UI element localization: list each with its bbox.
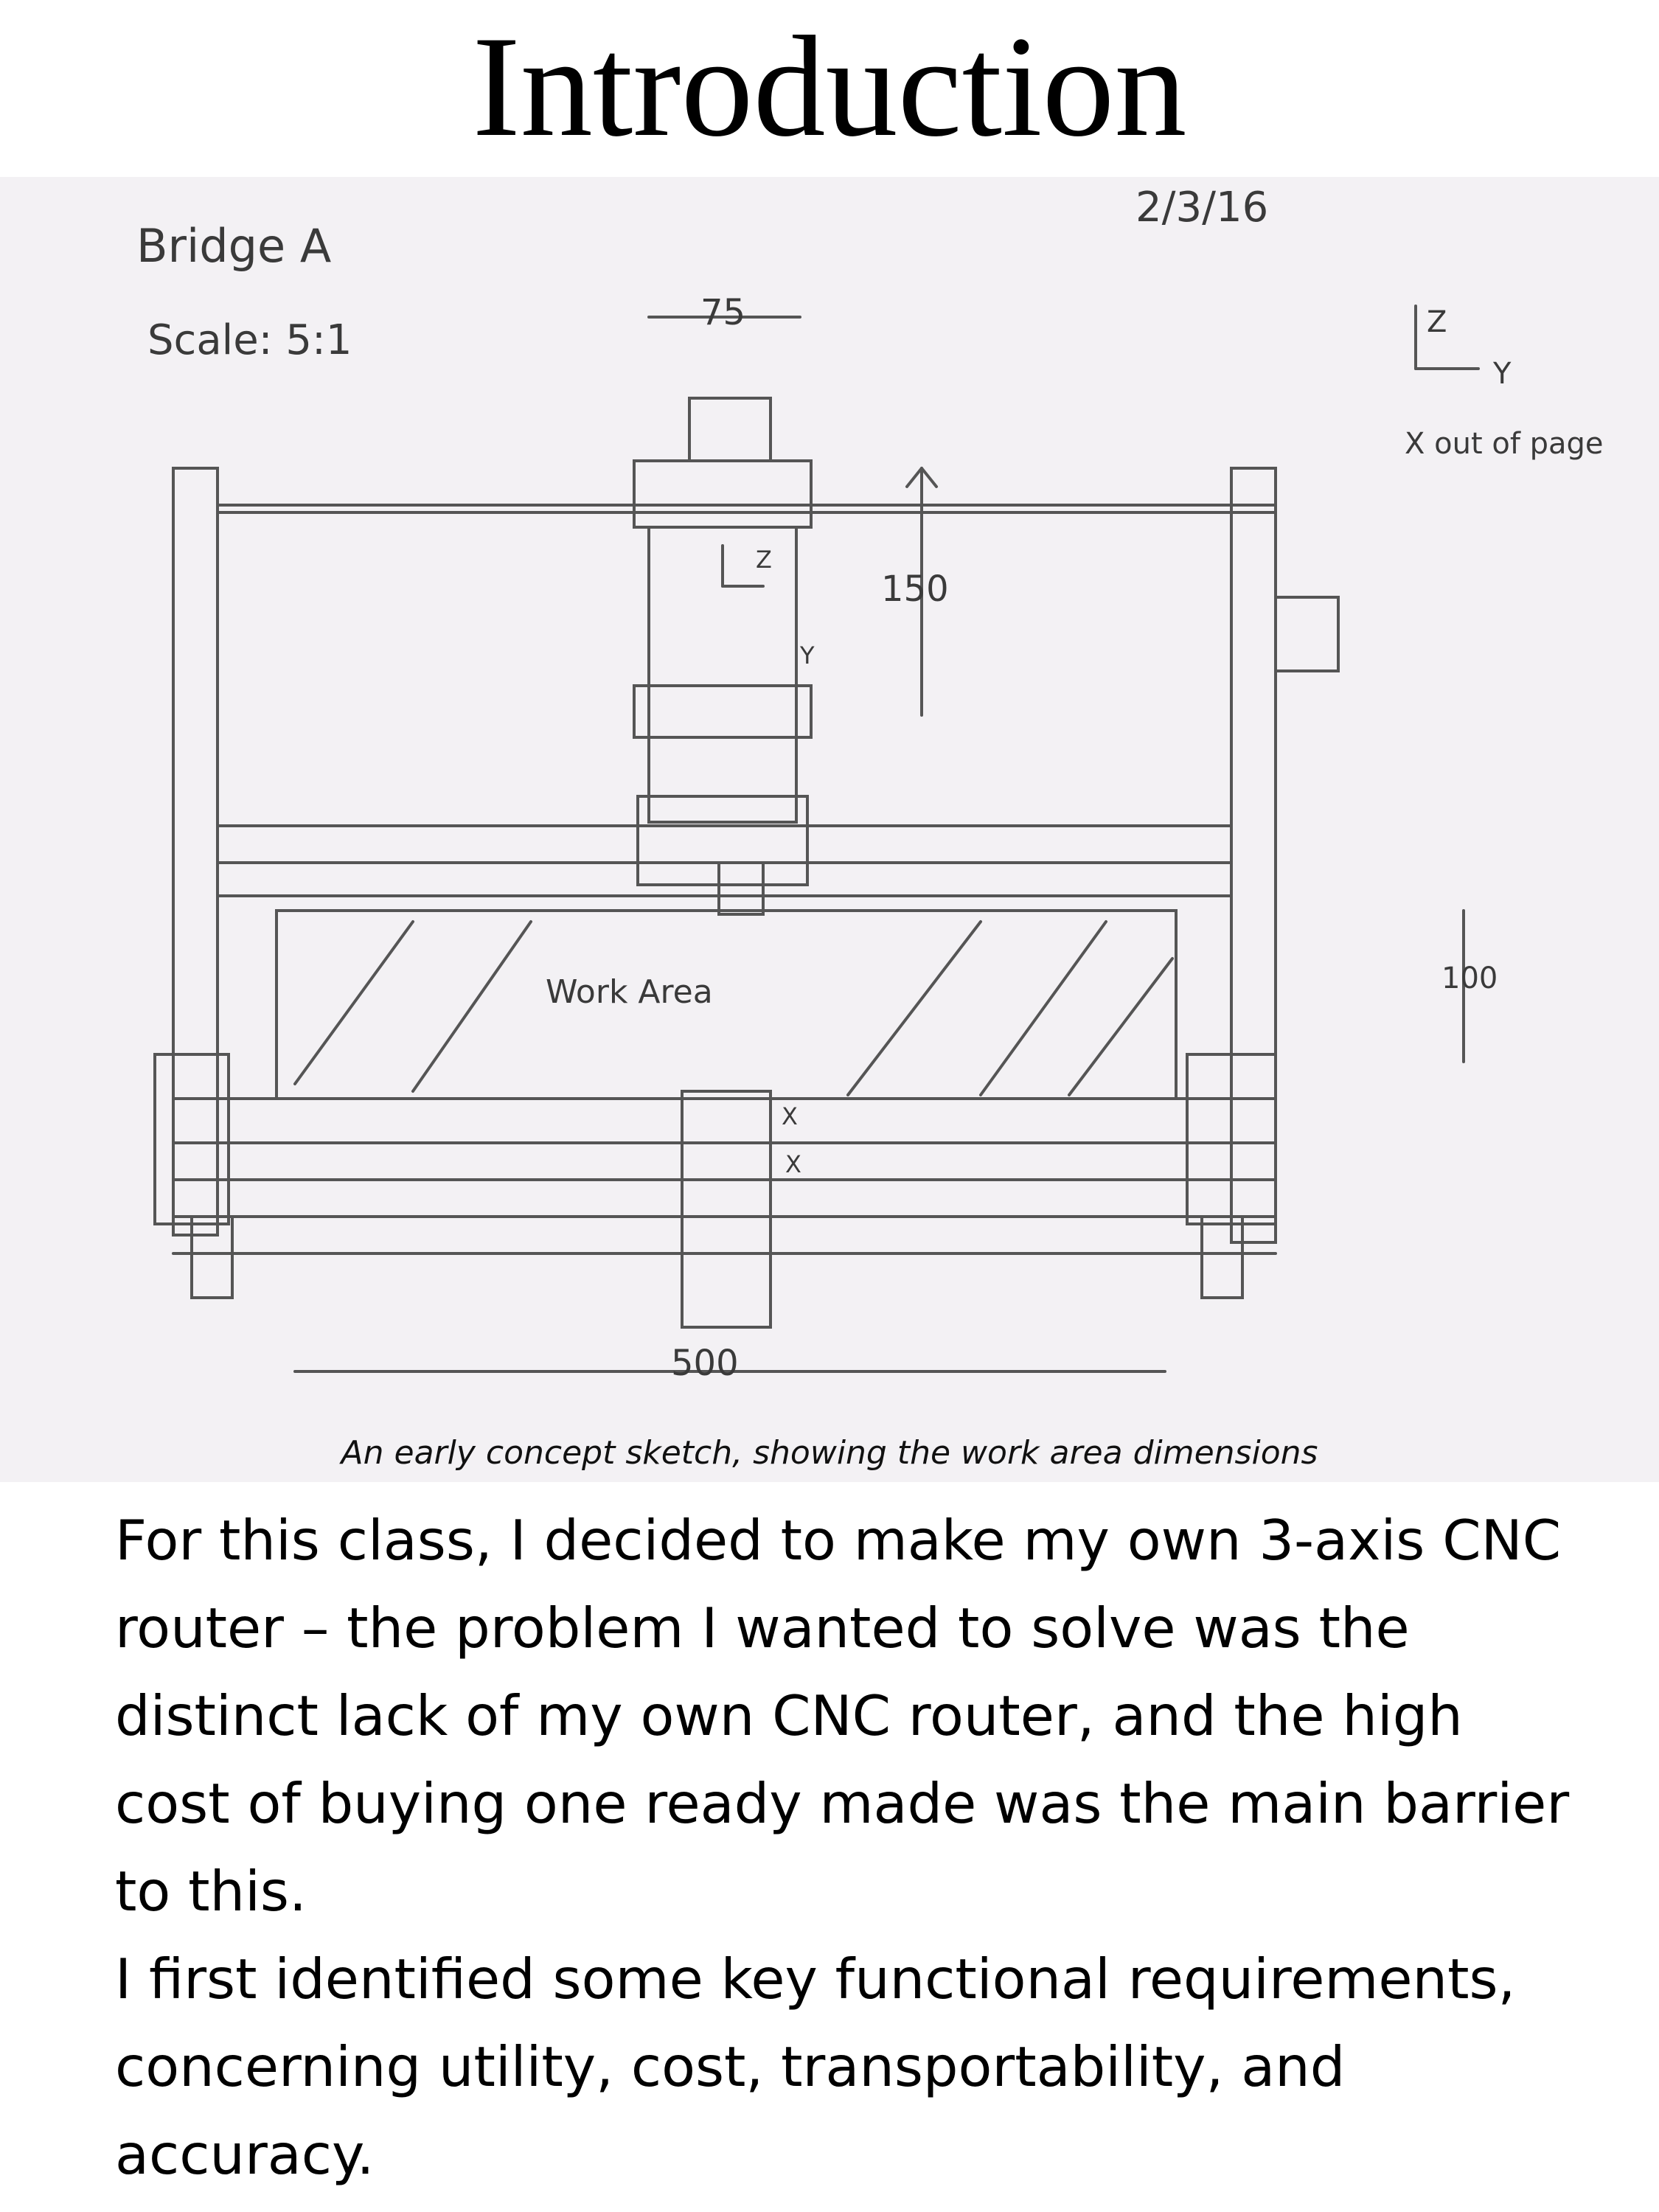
base-axis-x1-label: X <box>782 1102 798 1130</box>
base-carriage <box>682 1091 771 1327</box>
body-paragraph-2: I first identified some key functional requirements, concerning utility, cost, transportability, and accuracy. <box>115 1947 1516 2187</box>
base-axis-x2-label: X <box>785 1150 801 1178</box>
spindle-axis-z-label: Z <box>756 546 772 574</box>
sketch-drawing <box>0 177 1659 1482</box>
dim-height-right: 100 <box>1441 961 1498 995</box>
sketch-caption: An early concept sketch, showing the work area dimensions <box>341 1434 1318 1472</box>
spindle-top-block <box>689 398 771 461</box>
work-area-box <box>276 911 1176 1099</box>
work-area-label: Work Area <box>546 973 713 1011</box>
spindle-axis-y-label: Y <box>800 641 815 669</box>
spindle-bit <box>719 863 763 914</box>
spindle-upper-carriage <box>634 461 811 527</box>
right-upright <box>1231 468 1276 1242</box>
left-upright <box>173 468 218 1235</box>
sketch-title: Bridge A <box>136 219 332 273</box>
slide-title: Introduction <box>472 7 1187 167</box>
axis-y-label: Y <box>1493 357 1512 391</box>
dim-height: 150 <box>881 568 949 610</box>
concept-sketch <box>0 177 1659 1482</box>
axis-z-label: Z <box>1427 305 1447 339</box>
right-motor <box>1276 597 1338 671</box>
spindle-mid-carriage <box>634 686 811 737</box>
body-text <box>115 1497 1590 2199</box>
axis-x-note: X out of page <box>1405 427 1604 461</box>
sketch-date: 2/3/16 <box>1135 184 1269 232</box>
sketch-scale: Scale: 5:1 <box>147 316 352 364</box>
spindle-lower-carriage <box>638 796 807 885</box>
dim-width-top: 75 <box>700 292 746 333</box>
dim-bottom: 500 <box>671 1343 739 1384</box>
body-paragraph-1: For this class, I decided to make my own 3-axis CNC router – the problem I wanted to solve was the distinct lack of my own CNC router, and the high cost of buying one ready made was the main barrier to this. <box>115 1508 1570 1924</box>
